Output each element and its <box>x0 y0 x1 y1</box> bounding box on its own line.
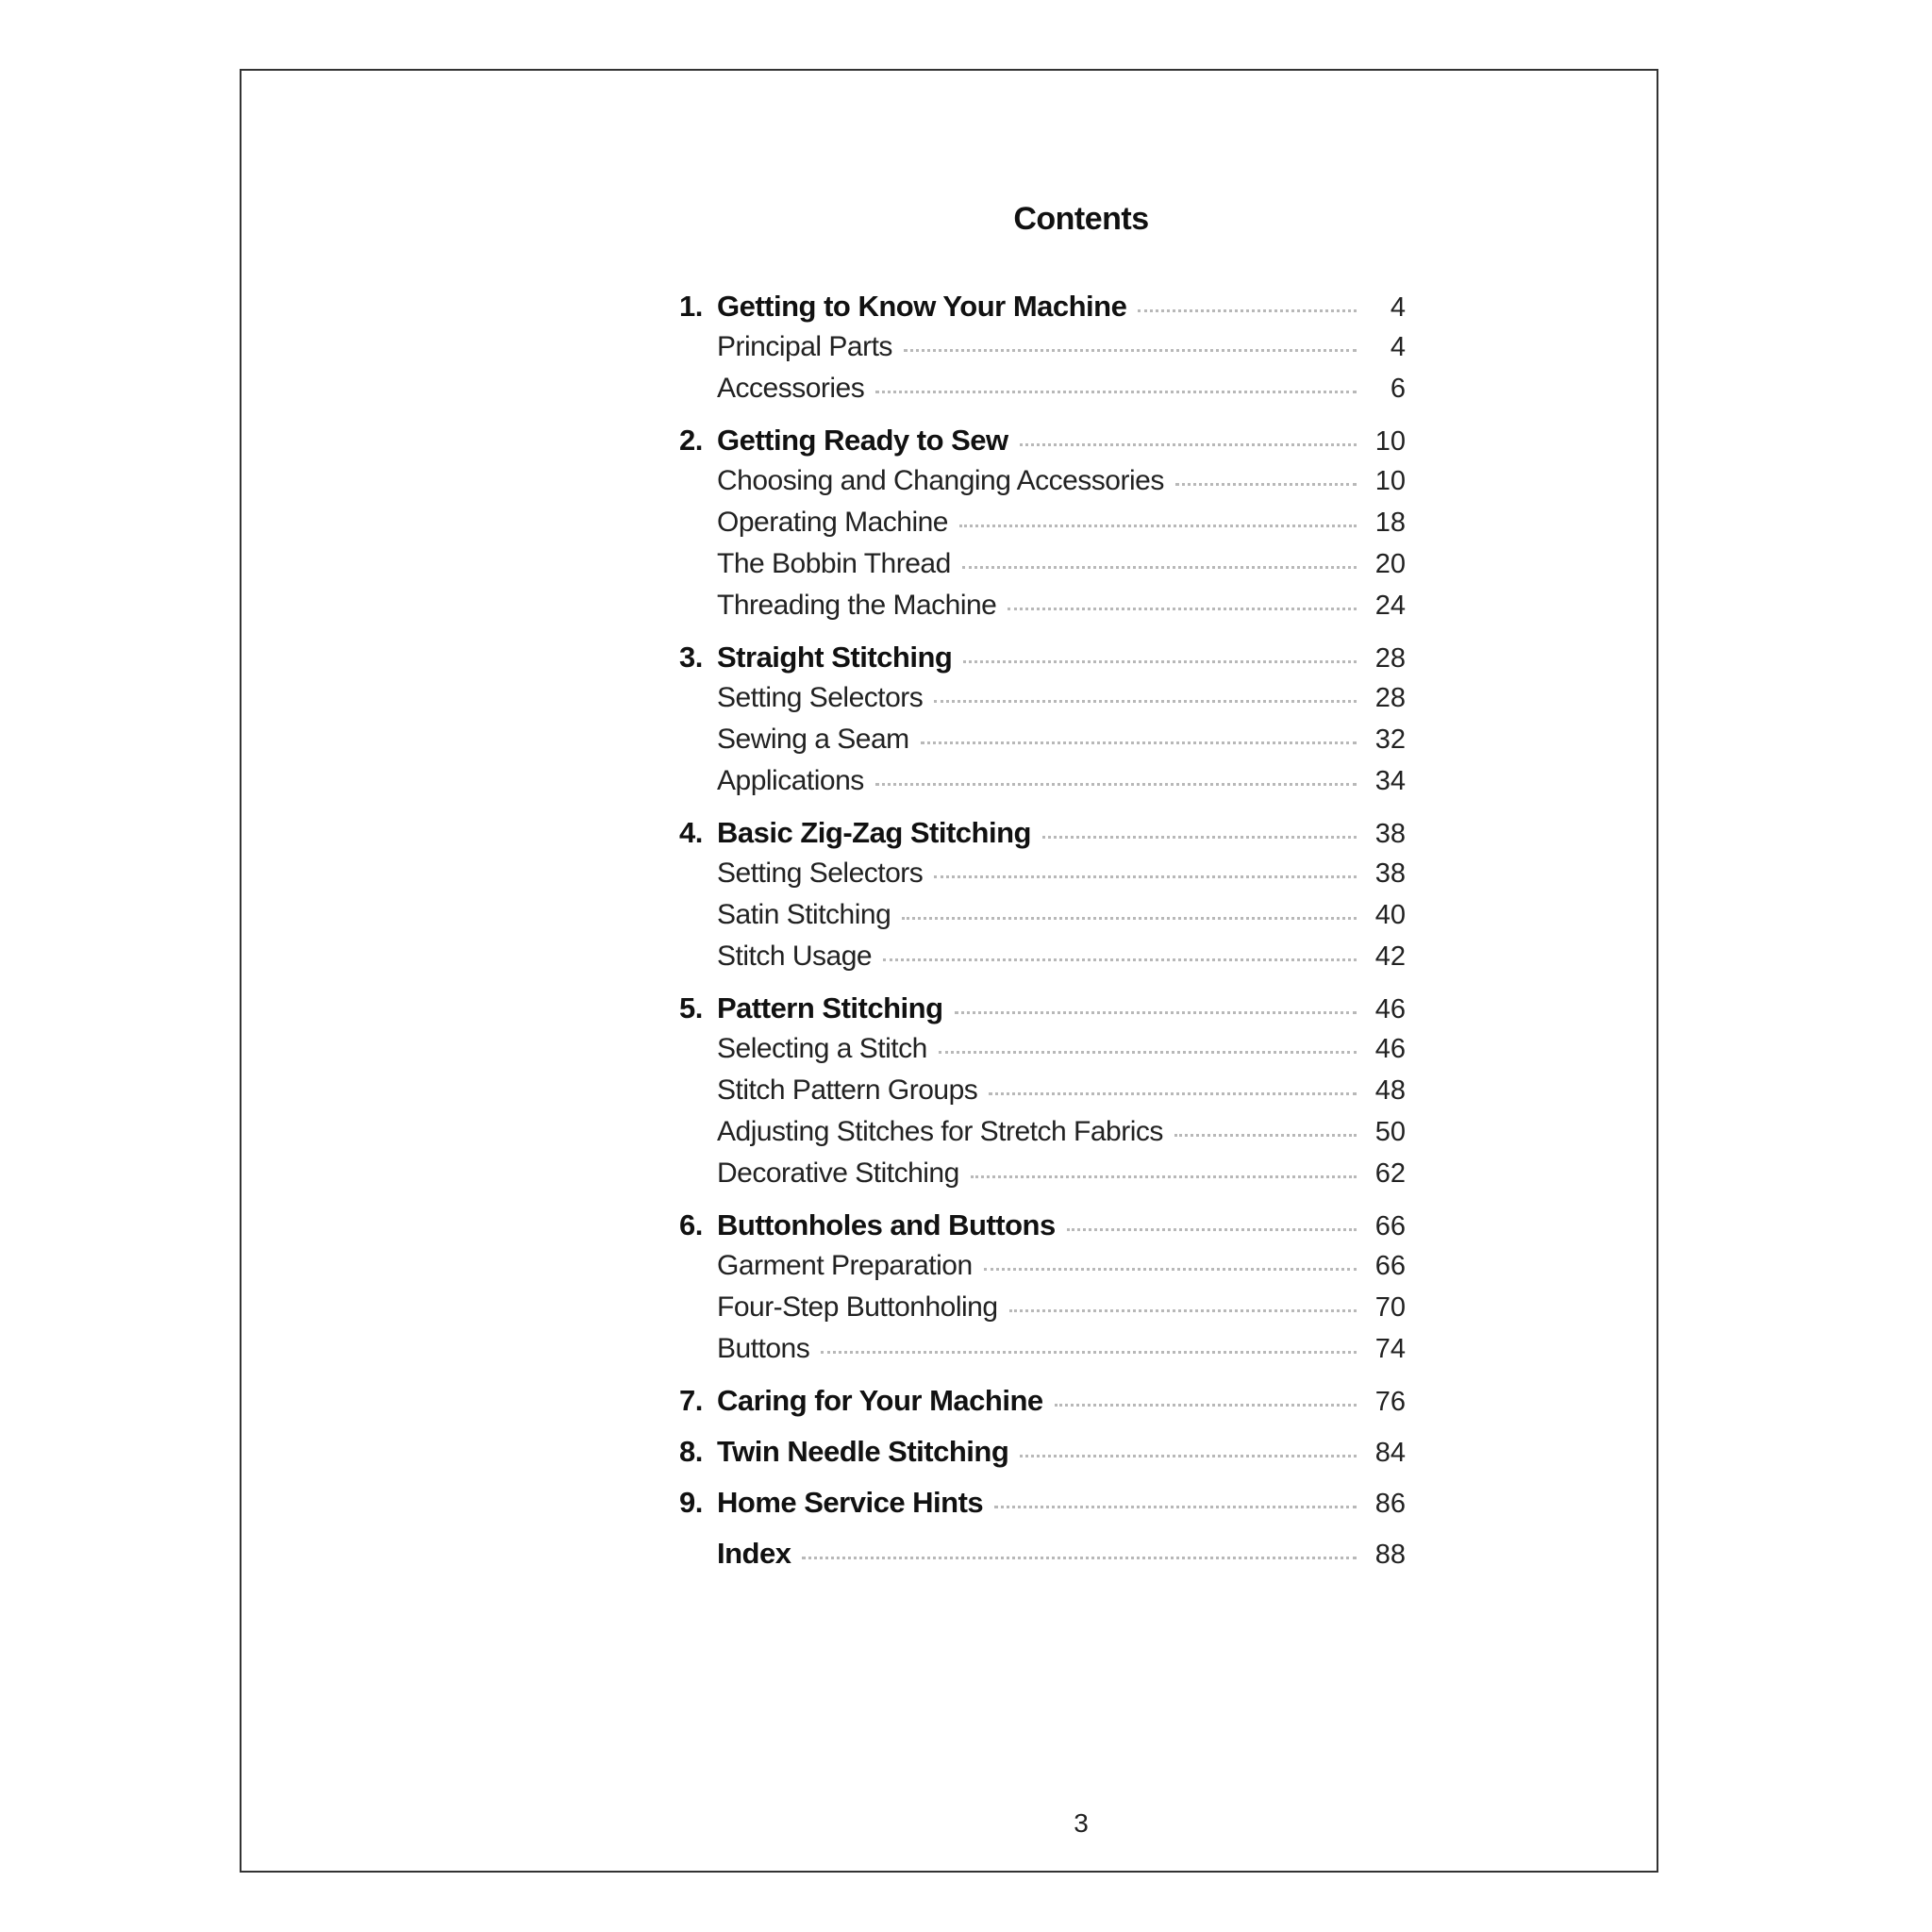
dot-leader <box>989 1092 1357 1095</box>
toc-subsection-entry <box>679 507 1406 548</box>
subsection-title: Operating Machine <box>717 507 948 538</box>
toc-subsection-entry <box>679 590 1406 631</box>
subsection-page-number: 46 <box>1374 1034 1406 1064</box>
chapter-title: Getting to Know Your Machine <box>717 290 1127 323</box>
subsection-page-number: 38 <box>1374 858 1406 889</box>
chapter-page-number: 86 <box>1374 1489 1406 1519</box>
subsection-page-number: 32 <box>1374 724 1406 755</box>
dot-leader <box>959 525 1357 527</box>
chapter-number: 3. <box>679 641 703 674</box>
subsection-page-number: 50 <box>1374 1117 1406 1147</box>
subsection-title: Selecting a Stitch <box>717 1033 927 1064</box>
subsection-title: Decorative Stitching <box>717 1158 959 1189</box>
toc-subsection-entry <box>679 724 1406 765</box>
dot-leader <box>971 1175 1357 1178</box>
toc-subsection-entry <box>679 1033 1406 1074</box>
chapter-title: Caring for Your Machine <box>717 1384 1043 1417</box>
dot-leader <box>821 1351 1357 1354</box>
dot-leader <box>963 660 1357 663</box>
toc-subsection-entry <box>679 1074 1406 1116</box>
subsection-page-number: 28 <box>1374 683 1406 713</box>
toc-subsection-entry <box>679 1158 1406 1199</box>
subsection-page-number: 4 <box>1390 332 1406 362</box>
dot-leader <box>1055 1404 1357 1407</box>
subsection-title: Sewing a Seam <box>717 724 909 755</box>
document-page <box>240 69 1658 1873</box>
chapter-page-number: 46 <box>1374 994 1406 1024</box>
chapter-page-number: 84 <box>1374 1438 1406 1468</box>
page-number: 3 <box>1074 1808 1089 1838</box>
toc-chapter-entry <box>679 1486 1406 1527</box>
toc-chapter-entry <box>679 1384 1406 1425</box>
subsection-page-number: 70 <box>1374 1292 1406 1323</box>
chapter-page-number: 10 <box>1374 426 1406 457</box>
chapter-title: Home Service Hints <box>717 1486 984 1519</box>
toc-chapter-entry <box>679 1435 1406 1476</box>
dot-leader <box>1008 608 1357 610</box>
subsection-title: Applications <box>717 765 864 796</box>
dot-leader <box>1009 1309 1357 1312</box>
chapter-number: 4. <box>679 816 703 849</box>
toc-subsection-entry <box>679 1333 1406 1374</box>
chapter-number: 5. <box>679 991 703 1024</box>
toc-subsection-entry <box>679 1250 1406 1291</box>
subsection-page-number: 20 <box>1374 549 1406 579</box>
subsection-title: Setting Selectors <box>717 682 924 713</box>
subsection-page-number: 66 <box>1374 1251 1406 1281</box>
toc-chapter-entry <box>679 641 1406 682</box>
chapter-page-number: 4 <box>1390 292 1406 323</box>
toc-subsection-entry <box>679 548 1406 590</box>
dot-leader <box>1175 483 1357 486</box>
chapter-title: Pattern Stitching <box>717 991 943 1024</box>
dot-leader <box>1067 1228 1357 1231</box>
toc-section <box>679 641 1406 807</box>
chapter-number: 2. <box>679 424 703 457</box>
toc-subsection-entry <box>679 941 1406 982</box>
subsection-title: Choosing and Changing Accessories <box>717 465 1164 496</box>
toc-chapter-entry <box>679 290 1406 331</box>
dot-leader <box>921 741 1357 744</box>
toc-chapter-entry <box>679 991 1406 1033</box>
dot-leader <box>1138 309 1357 312</box>
subsection-title: Stitch Usage <box>717 941 873 972</box>
toc-chapter-entry <box>679 1208 1406 1250</box>
toc-subsection-entry <box>679 465 1406 507</box>
chapter-number: 1. <box>679 290 703 323</box>
dot-leader <box>934 700 1357 703</box>
subsection-title: Garment Preparation <box>717 1250 973 1281</box>
subsection-page-number: 24 <box>1374 591 1406 621</box>
toc-subsection-entry <box>679 1116 1406 1158</box>
dot-leader <box>1020 443 1357 446</box>
subsection-title: Setting Selectors <box>717 858 924 889</box>
chapter-title: Index <box>717 1537 791 1570</box>
dot-leader <box>984 1268 1357 1271</box>
subsection-title: Accessories <box>717 373 865 404</box>
toc-chapter-entry <box>679 424 1406 465</box>
chapter-page-number: 38 <box>1374 819 1406 849</box>
toc-section <box>679 1435 1406 1476</box>
chapter-number: 7. <box>679 1384 703 1417</box>
dot-leader <box>875 783 1357 786</box>
subsection-page-number: 74 <box>1374 1334 1406 1364</box>
dot-leader <box>934 875 1357 878</box>
chapter-number: 9. <box>679 1486 703 1519</box>
subsection-page-number: 18 <box>1374 508 1406 538</box>
chapter-title: Buttonholes and Buttons <box>717 1208 1056 1241</box>
toc-subsection-entry <box>679 331 1406 373</box>
toc-section <box>679 1537 1406 1578</box>
toc-section <box>679 1208 1406 1374</box>
chapter-title: Getting Ready to Sew <box>717 424 1008 457</box>
dot-leader <box>1020 1455 1357 1457</box>
subsection-title: Four-Step Buttonholing <box>717 1291 998 1323</box>
toc-subsection-entry <box>679 858 1406 899</box>
chapter-number: 6. <box>679 1208 703 1241</box>
dot-leader <box>904 349 1357 352</box>
subsection-page-number: 48 <box>1374 1075 1406 1106</box>
toc-subsection-entry <box>679 682 1406 724</box>
table-of-contents <box>679 290 1406 1588</box>
dot-leader <box>955 1011 1357 1014</box>
chapter-title: Basic Zig-Zag Stitching <box>717 816 1031 849</box>
dot-leader <box>902 917 1357 920</box>
subsection-page-number: 40 <box>1374 900 1406 930</box>
chapter-page-number: 66 <box>1374 1211 1406 1241</box>
subsection-title: Satin Stitching <box>717 899 891 930</box>
dot-leader <box>939 1051 1357 1054</box>
toc-section <box>679 290 1406 414</box>
dot-leader <box>962 566 1357 569</box>
toc-section <box>679 1486 1406 1527</box>
subsection-title: Stitch Pattern Groups <box>717 1074 978 1106</box>
page-title: Contents <box>1013 201 1149 237</box>
dot-leader <box>1042 836 1357 839</box>
chapter-page-number: 88 <box>1374 1540 1406 1570</box>
toc-section <box>679 991 1406 1199</box>
dot-leader <box>883 958 1357 961</box>
chapter-title: Twin Needle Stitching <box>717 1435 1009 1468</box>
subsection-page-number: 42 <box>1374 941 1406 972</box>
subsection-title: Adjusting Stitches for Stretch Fabrics <box>717 1116 1163 1147</box>
toc-section <box>679 1384 1406 1425</box>
subsection-page-number: 10 <box>1374 466 1406 496</box>
chapter-title: Straight Stitching <box>717 641 953 674</box>
subsection-title: Threading the Machine <box>717 590 997 621</box>
subsection-page-number: 62 <box>1374 1158 1406 1189</box>
toc-subsection-entry <box>679 899 1406 941</box>
chapter-page-number: 28 <box>1374 643 1406 674</box>
toc-subsection-entry <box>679 373 1406 414</box>
dot-leader <box>802 1557 1357 1559</box>
toc-section <box>679 816 1406 982</box>
toc-chapter-entry <box>679 816 1406 858</box>
chapter-number: 8. <box>679 1435 703 1468</box>
toc-chapter-entry <box>679 1537 1406 1578</box>
subsection-title: Principal Parts <box>717 331 892 362</box>
dot-leader <box>1174 1134 1357 1137</box>
subsection-title: Buttons <box>717 1333 810 1364</box>
toc-subsection-entry <box>679 1291 1406 1333</box>
dot-leader <box>875 391 1357 393</box>
chapter-page-number: 76 <box>1374 1387 1406 1417</box>
subsection-page-number: 34 <box>1374 766 1406 796</box>
toc-section <box>679 424 1406 631</box>
dot-leader <box>994 1506 1357 1508</box>
toc-subsection-entry <box>679 765 1406 807</box>
subsection-title: The Bobbin Thread <box>717 548 951 579</box>
subsection-page-number: 6 <box>1390 374 1406 404</box>
